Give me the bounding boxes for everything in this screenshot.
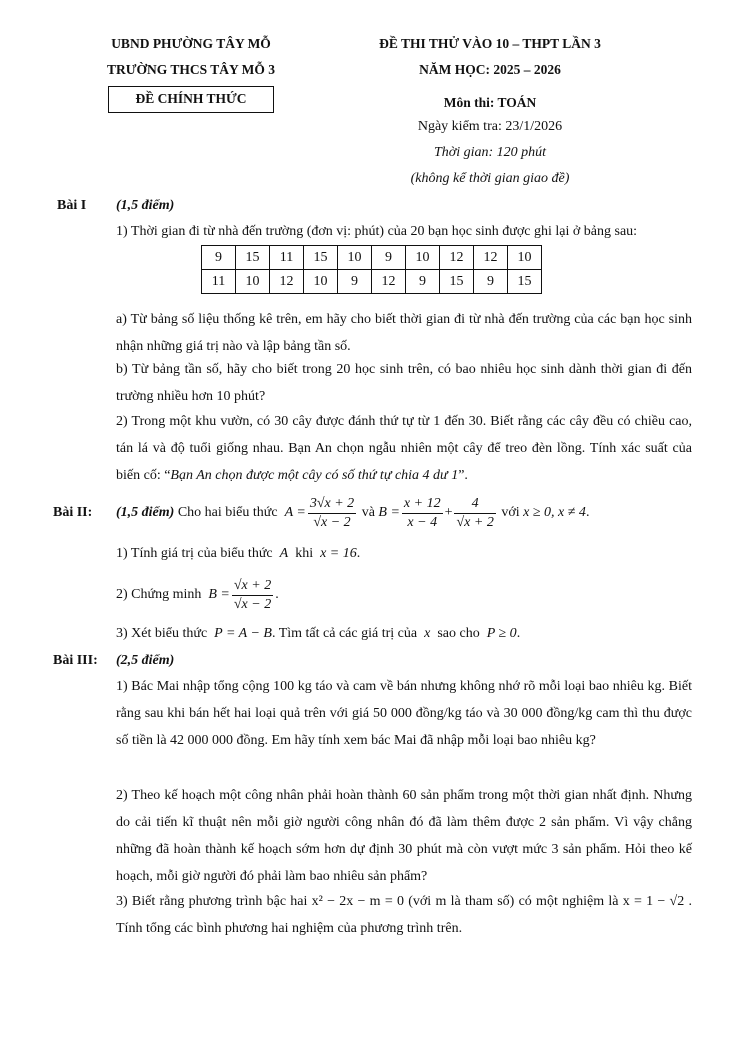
school-authority: UBND PHƯỜNG TÂY MỖ bbox=[111, 36, 271, 51]
with-text: với bbox=[501, 505, 520, 520]
and-text: và bbox=[361, 505, 375, 520]
exam-duration: Thời gian: 120 phút bbox=[433, 145, 547, 160]
table-cell: 15 bbox=[440, 270, 474, 294]
section-1-points: (1,5 điểm) bbox=[116, 198, 175, 213]
table-cell: 9 bbox=[406, 270, 440, 294]
expr-A-label: A = bbox=[284, 505, 306, 520]
q1-text: 1) Tính giá trị của biểu thức bbox=[116, 546, 273, 561]
section-2-intro: (1,5 điểm) Cho hai biểu thức A = $\frac{3√x + 2}{√x - 2}$ và B = $\frac{x + 12}{x - 4}$ + $\frac{4}{√x + 2}$ với x ≥ 0, x ≠ 4 . bbox=[116, 495, 590, 530]
table-row bbox=[202, 246, 542, 270]
expr-B-label: B = bbox=[378, 505, 400, 520]
section-3-points: (2,5 điểm) bbox=[116, 653, 175, 668]
section-2-label: Bài II: bbox=[53, 505, 93, 520]
section-2-question-2: 2) Chứng minh B = $\frac{√x + 2}{√x - 2}$ . bbox=[116, 577, 279, 612]
q3-so: sao cho bbox=[437, 626, 480, 641]
expr-B-fraction-1 bbox=[402, 495, 443, 532]
intro-text: Cho hai biểu thức bbox=[177, 505, 278, 520]
section-1-question-1: 1) Thời gian đi từ nhà đến trường (đơn vị: phút) của 20 bạn học sinh được ghi lại ở bảng sau: bbox=[116, 224, 638, 239]
table-cell: 12 bbox=[474, 246, 508, 270]
section-1-part-b: b) Từ bảng tần số, hãy cho biết trong 20 học sinh trên, có bao nhiêu học sinh dành thời gian đi đến trường nhiều hơn 10 phút? bbox=[116, 362, 692, 404]
time-data-table bbox=[201, 245, 542, 294]
table-cell: 10 bbox=[406, 246, 440, 270]
expr-B-fraction-2 bbox=[454, 495, 495, 532]
table-cell: 12 bbox=[372, 270, 406, 294]
school-name: TRƯỜNG THCS TÂY MỖ 3 bbox=[106, 62, 276, 77]
q2-text: 2) Trong một khu vườn, có 30 cây được đánh thứ tự từ 1 đến 30. Biết rằng các cây đều có chiều cao, tán lá và độ tuổi giống nhau. Bạn An chọn ngẫu nhiên một cây để treo đèn lồng. Tính xác suất của biến cố: “ bbox=[116, 414, 692, 483]
subject: Môn thi: TOÁN bbox=[443, 95, 537, 110]
section-3-label: Bài III: bbox=[53, 653, 98, 668]
table-cell: 15 bbox=[236, 246, 270, 270]
q2-event: Bạn An chọn được một cây có số thứ tự chia 4 dư 1 bbox=[170, 468, 459, 483]
expr-B-denominator-2: √x + 2 bbox=[456, 514, 494, 530]
exam-date: Ngày kiểm tra: 23/1/2026 bbox=[417, 119, 563, 134]
expr-A-numerator: 3√x + 2 bbox=[308, 495, 356, 514]
table-cell: 9 bbox=[338, 270, 372, 294]
section-2-question-3: 3) Xét biểu thức P = A − B. Tìm tất cả các giá trị của x sao cho P ≥ 0. bbox=[116, 626, 521, 641]
domain-condition: x ≥ 0, x ≠ 4 bbox=[523, 505, 586, 520]
expr-A-fraction bbox=[308, 495, 356, 532]
table-cell: 15 bbox=[304, 246, 338, 270]
section-3-question-2: 2) Theo kế hoạch một công nhân phải hoàn thành 60 sản phẩm trong một thời gian nhất định. Nhưng do cải tiến kĩ thuật nên mỗi giờ người công nhân đó đã làm thêm được 2 sản phẩm. Vì vậy chẳng những đã hoàn thành kế hoạch sớm hơn dự định 30 phút mà còn vượt mức 3 sản phẩm. Hỏi theo kế hoạch, mỗi giờ người đó phải làm bao nhiêu sản phẩm? bbox=[116, 788, 692, 884]
school-year: NĂM HỌC: 2025 – 2026 bbox=[419, 62, 561, 77]
q2-fraction bbox=[232, 577, 273, 614]
table-cell: 10 bbox=[304, 270, 338, 294]
q3-cond: P ≥ 0 bbox=[486, 626, 517, 641]
table-cell: 12 bbox=[440, 246, 474, 270]
section-3-question-3: 3) Biết rằng phương trình bậc hai x² − 2x − m = 0 (với m là tham số) có một nghiệm là x = 1 − √2 . Tính tổng các bình phương hai nghiệm của phương trình trên. bbox=[116, 894, 692, 936]
expr-A-denominator: √x − 2 bbox=[313, 514, 351, 530]
section-2-points: (1,5 điểm) bbox=[116, 505, 175, 520]
q2-text: 2) Chứng minh bbox=[116, 587, 202, 602]
q2-numerator: √x + 2 bbox=[232, 577, 273, 596]
plus-sign: + bbox=[444, 505, 453, 520]
table-cell: 9 bbox=[474, 270, 508, 294]
table-cell: 10 bbox=[508, 246, 542, 270]
expr-B-numerator-1: x + 12 bbox=[402, 495, 443, 514]
table-cell: 15 bbox=[508, 270, 542, 294]
q1-expr: A bbox=[279, 546, 289, 561]
expr-B-denominator-1: x − 4 bbox=[407, 514, 438, 530]
table-cell: 9 bbox=[202, 246, 236, 270]
q1-value: x = 16 bbox=[320, 546, 357, 561]
table-cell: 12 bbox=[270, 270, 304, 294]
q2-denominator: √x − 2 bbox=[233, 596, 272, 612]
table-cell: 10 bbox=[338, 246, 372, 270]
section-2-question-1: 1) Tính giá trị của biểu thức A khi x = 16. bbox=[116, 546, 361, 561]
expr-B-numerator-2: 4 bbox=[454, 495, 495, 514]
table-cell: 9 bbox=[372, 246, 406, 270]
table-row bbox=[202, 270, 542, 294]
table-cell: 10 bbox=[236, 270, 270, 294]
q2-end: ”. bbox=[458, 468, 468, 483]
section-1-part-a: a) Từ bảng số liệu thống kê trên, em hãy cho biết thời gian đi từ nhà đến trường của các bạn học sinh nhận những giá trị nào và lập bảng tần số. bbox=[116, 312, 692, 354]
q3-mid: . Tìm tất cả các giá trị của bbox=[271, 626, 418, 641]
section-1-question-2 bbox=[116, 408, 692, 489]
section-3-question-1: 1) Bác Mai nhập tổng cộng 100 kg táo và cam về bán nhưng không nhớ rõ mỗi loại bao nhiêu kg. Biết rằng sau khi bán hết hai loại quả trên với giá 50 000 đồng/kg táo và 30 000 đồng/kg cam thì thu được số tiền là 42 000 000 đồng. Em hãy tính xem bác Mai đã nhập mỗi loại bao nhiêu kg? bbox=[116, 679, 692, 748]
duration-note: (không kể thời gian giao đề) bbox=[410, 171, 570, 186]
table-cell: 11 bbox=[202, 270, 236, 294]
q2-expr-label: B = bbox=[208, 587, 230, 602]
table-cell: 11 bbox=[270, 246, 304, 270]
q3-text: 3) Xét biểu thức bbox=[116, 626, 208, 641]
section-1-label: Bài I bbox=[57, 198, 87, 213]
q1-when: khi bbox=[295, 546, 314, 561]
q3-var: x bbox=[424, 626, 431, 641]
q3-expr: P = A − B bbox=[214, 626, 272, 641]
official-badge: ĐỀ CHÍNH THỨC bbox=[108, 86, 274, 113]
exam-title: ĐỀ THI THỬ VÀO 10 – THPT LẦN 3 bbox=[379, 36, 601, 51]
